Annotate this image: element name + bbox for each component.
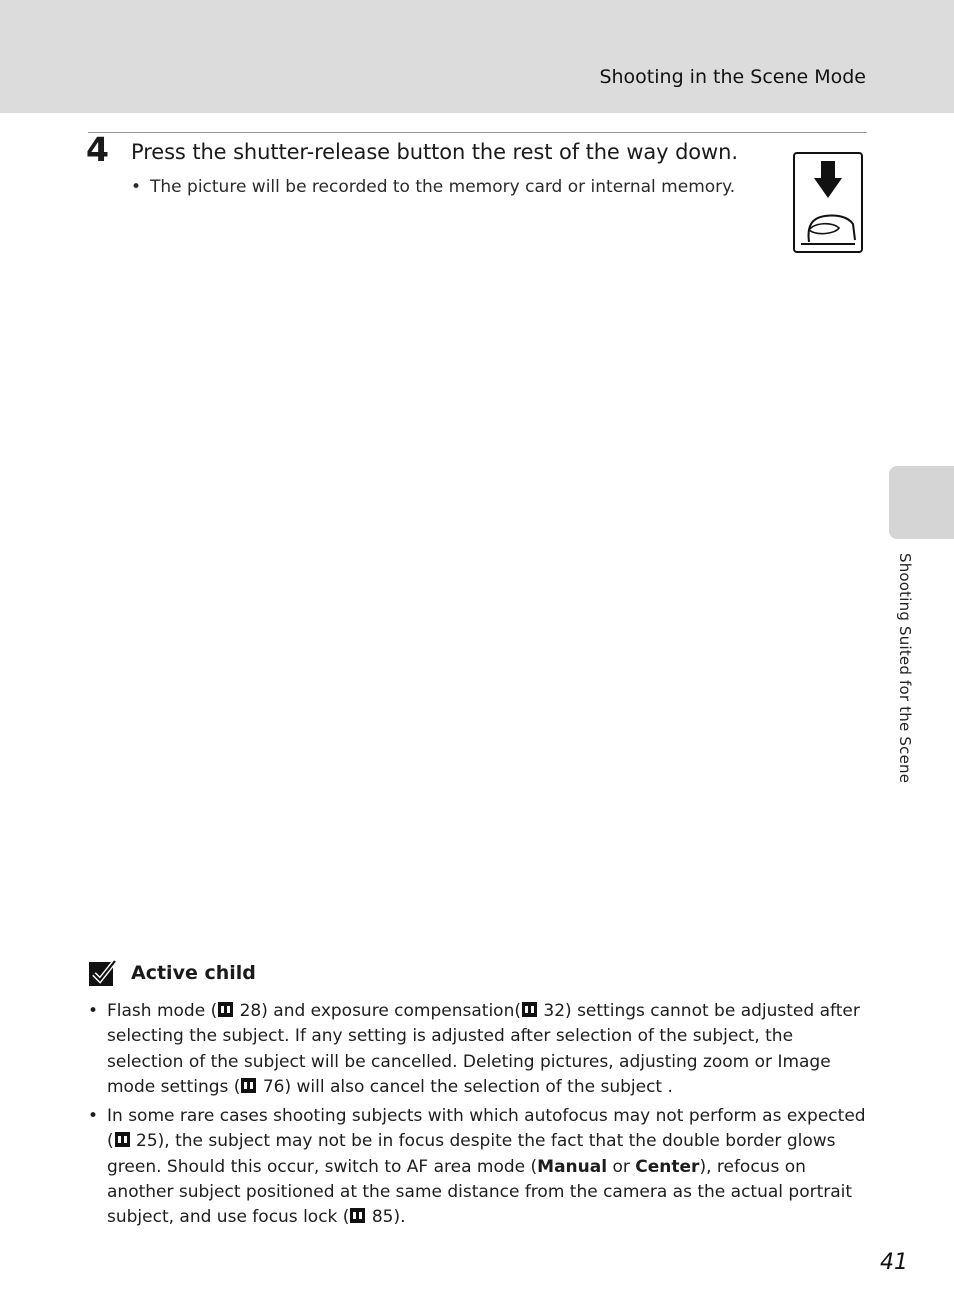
step-divider	[88, 132, 867, 133]
bullet-dot: •	[131, 177, 142, 197]
note-list	[88, 999, 868, 1235]
note-text: or	[607, 1156, 636, 1177]
step-bullet-text: The picture will be recorded to the memory card or internal memory.	[150, 177, 736, 197]
shutter-press-icon	[793, 152, 863, 253]
step-number: 4	[86, 130, 109, 169]
note-item	[88, 999, 868, 1100]
section-label: Shooting Suited for the Scene	[896, 553, 914, 784]
page-ref-icon	[115, 1132, 130, 1147]
page-ref-icon	[241, 1078, 256, 1093]
mode-option-center: Center	[635, 1156, 700, 1177]
note-text: 25), the subject may not be in focus despite the fact that the double border glows green. Should this occur, switch to AF area mode (	[107, 1131, 836, 1177]
step-heading: Press the shutter-release button the rest of the way down.	[131, 140, 738, 164]
note-title: Active child	[131, 962, 256, 984]
note-text: 76) will also cancel the selection of the subject .	[257, 1076, 673, 1097]
page-header-title: Shooting in the Scene Mode	[599, 66, 866, 88]
bullet-dot: •	[88, 1001, 99, 1021]
note-item	[88, 1104, 868, 1230]
page-ref-icon	[522, 1002, 537, 1017]
step-bullet	[131, 177, 771, 197]
page-ref-icon	[218, 1002, 233, 1017]
note-text: 28) and exposure compensation(	[234, 1001, 521, 1021]
note-text: In some rare cases shooting subjects with which autofocus may not perform as expected (	[107, 1106, 866, 1152]
page-ref-icon	[350, 1208, 365, 1223]
header-band	[0, 0, 954, 113]
note-text: Flash mode (	[107, 1001, 218, 1021]
bullet-dot: •	[88, 1106, 99, 1127]
section-tab	[889, 466, 954, 539]
note-text: ), refocus on another subject positioned at the same distance from the camera as the actual portrait subject, and use focus lock (	[107, 1156, 853, 1228]
mode-option-manual: Manual	[537, 1156, 608, 1177]
checkmark-note-icon	[88, 958, 118, 988]
note-text: 85).	[366, 1207, 406, 1228]
note-text: 32) settings cannot be adjusted after selecting the subject. If any setting is adjusted after selection of the subject, the selection of the subject will be cancelled. Deleting pictures, adjusting zoom or Image mode settings (	[107, 1001, 860, 1097]
page-number: 41	[880, 1250, 908, 1275]
